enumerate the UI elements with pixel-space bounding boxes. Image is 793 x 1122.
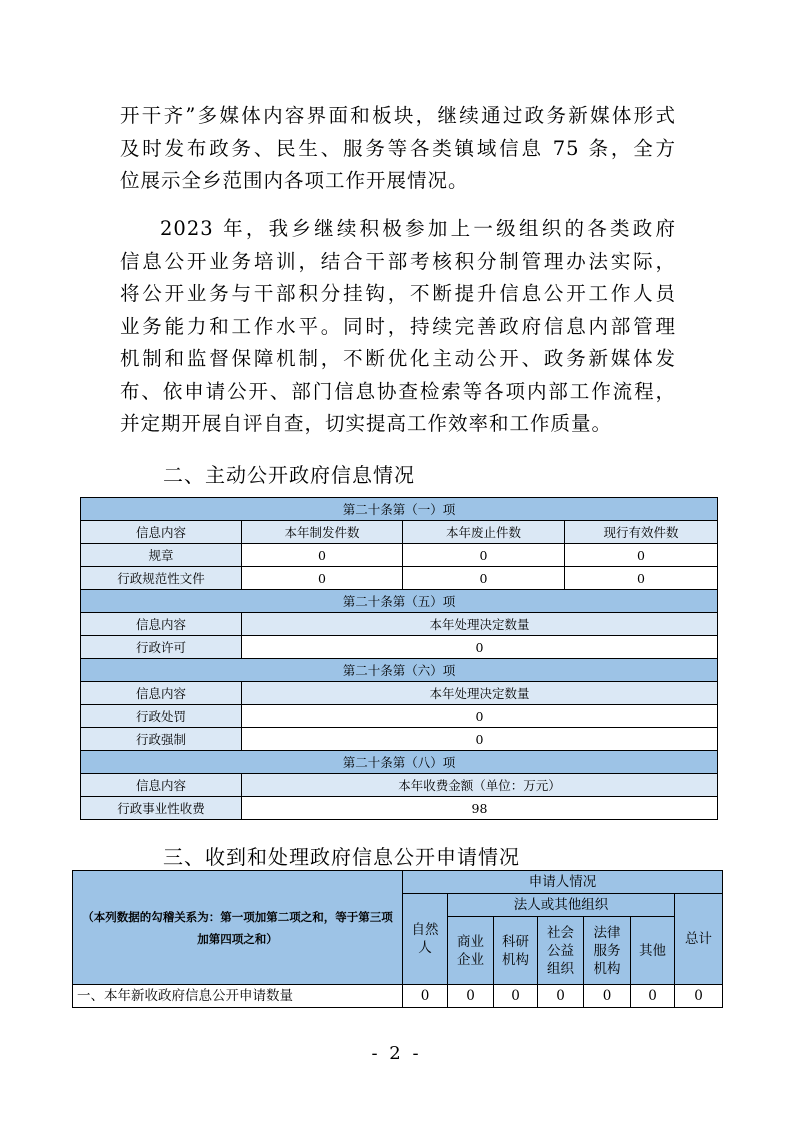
cell: 0 bbox=[584, 985, 631, 1008]
cell: 0 bbox=[242, 567, 403, 590]
page-number: - 2 - bbox=[371, 1043, 422, 1064]
total-header: 总计 bbox=[675, 894, 723, 985]
paragraph-line: 业务能力和工作水平。同时，持续完善政府信息内部管理 bbox=[120, 314, 676, 338]
cell: 0 bbox=[242, 728, 718, 751]
cell: 0 bbox=[448, 985, 494, 1008]
row-label: 行政许可 bbox=[81, 636, 242, 659]
paragraph-line: 及时发布政务、民生、服务等各类镇域信息 75 条，全方 bbox=[120, 136, 676, 160]
paragraph-line: 2023 年，我乡继续积极参加上一级组织的各类政府 bbox=[160, 217, 676, 240]
note-text: （本列数据的勾稽关系为：第一项加第二项之和，等于第三项加第四项之和） bbox=[82, 909, 393, 946]
paragraph-1 bbox=[120, 100, 676, 198]
cell: 0 bbox=[675, 985, 723, 1008]
paragraph-line: 信息公开业务培训，结合干部考核积分制管理办法实际， bbox=[120, 249, 676, 273]
cell: 0 bbox=[631, 985, 675, 1008]
table-row bbox=[81, 636, 718, 659]
legal-col-label: 法律服务机构 bbox=[593, 924, 621, 977]
legal-col-label: 商业企业 bbox=[457, 933, 484, 968]
row-label: 规章 bbox=[81, 544, 242, 567]
header-cell: 本年制发件数 bbox=[242, 521, 403, 544]
application-table bbox=[72, 870, 723, 1008]
table-row bbox=[81, 797, 718, 820]
row-label: 行政处罚 bbox=[81, 705, 242, 728]
cell: 0 bbox=[565, 567, 718, 590]
row-label: 行政事业性收费 bbox=[81, 797, 242, 820]
header-cell: 信息内容 bbox=[81, 521, 242, 544]
header-cell: 本年处理决定数量 bbox=[242, 682, 718, 705]
legal-col-label: 科研机构 bbox=[502, 933, 529, 968]
note-cell bbox=[73, 871, 403, 985]
header-cell: 信息内容 bbox=[81, 682, 242, 705]
header-cell: 现行有效件数 bbox=[565, 521, 718, 544]
natural-person-label: 自然人 bbox=[411, 922, 439, 956]
cell: 0 bbox=[242, 544, 403, 567]
cell: 0 bbox=[538, 985, 584, 1008]
table-row bbox=[81, 705, 718, 728]
legal-col-header bbox=[584, 917, 631, 985]
legal-col-header: 其他 bbox=[631, 917, 675, 985]
applicant-header: 申请人情况 bbox=[403, 871, 723, 894]
paragraph-2 bbox=[120, 213, 676, 441]
cell: 98 bbox=[242, 797, 718, 820]
section-title-5: 第二十条第（五）项 bbox=[81, 590, 718, 613]
legal-col-header bbox=[448, 917, 494, 985]
header-cell: 信息内容 bbox=[81, 613, 242, 636]
table-row bbox=[73, 985, 723, 1008]
cell: 0 bbox=[403, 985, 448, 1008]
section-title-8: 第二十条第（八）项 bbox=[81, 751, 718, 774]
header-cell: 信息内容 bbox=[81, 774, 242, 797]
header-cell: 本年处理决定数量 bbox=[242, 613, 718, 636]
proactive-disclosure-table bbox=[80, 497, 718, 820]
table-row bbox=[81, 567, 718, 590]
natural-person-header bbox=[403, 894, 448, 985]
cell: 0 bbox=[242, 636, 718, 659]
paragraph-line: 机制和监督保障机制，不断优化主动公开、政务新媒体发 bbox=[120, 347, 676, 370]
legal-col-header bbox=[494, 917, 538, 985]
paragraph-line: 将公开业务与干部积分挂钩，不断提升信息公开工作人员 bbox=[120, 282, 676, 305]
cell: 0 bbox=[403, 567, 565, 590]
row-label: 行政强制 bbox=[81, 728, 242, 751]
legal-col-header bbox=[538, 917, 584, 985]
cell: 0 bbox=[565, 544, 718, 567]
cell: 0 bbox=[403, 544, 565, 567]
paragraph-line: 位展示全乡范围内各项工作开展情况。 bbox=[120, 169, 469, 192]
cell: 0 bbox=[242, 705, 718, 728]
paragraph-line: 开干齐”多媒体内容界面和板块，继续通过政务新媒体形式 bbox=[120, 104, 676, 127]
legal-group-header: 法人或其他组织 bbox=[448, 894, 675, 917]
paragraph-line: 布、依申请公开、部门信息协查检索等各项内部工作流程， bbox=[120, 379, 676, 403]
header-cell: 本年废止件数 bbox=[403, 521, 565, 544]
paragraph-line: 并定期开展自评自查，切实提高工作效率和工作质量。 bbox=[120, 412, 613, 435]
section-title-1: 第二十条第（一）项 bbox=[81, 498, 718, 521]
legal-col-label: 社会公益组织 bbox=[547, 924, 574, 977]
row-label: 一、本年新收政府信息公开申请数量 bbox=[73, 985, 403, 1008]
section-3-heading: 三、收到和处理政府信息公开申请情况 bbox=[163, 845, 520, 869]
section-2-heading: 二、主动公开政府信息情况 bbox=[163, 463, 415, 487]
table-row bbox=[81, 728, 718, 751]
cell: 0 bbox=[494, 985, 538, 1008]
table-row bbox=[81, 544, 718, 567]
row-label: 行政规范性文件 bbox=[81, 567, 242, 590]
section-title-6: 第二十条第（六）项 bbox=[81, 659, 718, 682]
header-cell: 本年收费金额（单位：万元） bbox=[242, 774, 718, 797]
